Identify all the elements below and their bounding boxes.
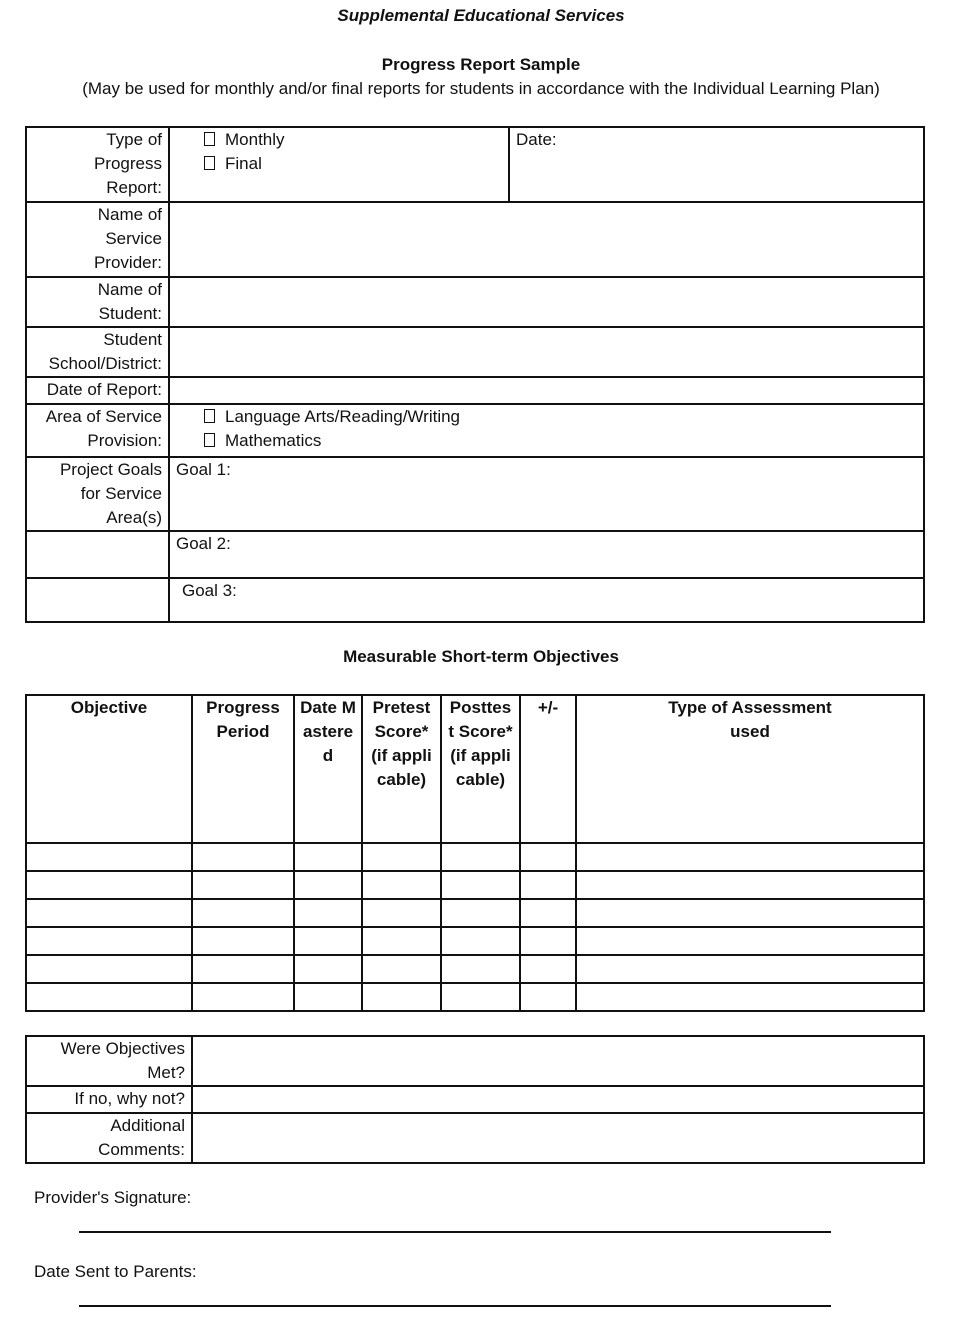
- student-field[interactable]: [169, 277, 924, 327]
- col-plus-minus: +/-: [520, 695, 576, 843]
- option-mathematics[interactable]: Mathematics: [176, 429, 923, 453]
- date-sent-line[interactable]: [79, 1305, 831, 1307]
- info-table: [25, 126, 925, 623]
- col-objective: Objective: [26, 695, 192, 843]
- table-row: [26, 899, 924, 927]
- table-row: [26, 927, 924, 955]
- goal2-field[interactable]: Goal 2:: [169, 531, 924, 578]
- comments-field[interactable]: [192, 1113, 924, 1163]
- type-options: [169, 127, 509, 202]
- table-row: [26, 871, 924, 899]
- option-monthly[interactable]: Monthly: [176, 128, 508, 152]
- goal3-field[interactable]: Goal 3:: [169, 578, 924, 622]
- page-subtitle: (May be used for monthly and/or final reports for students in accordance with the Individual Learning Plan): [82, 79, 880, 98]
- option-final[interactable]: Final: [176, 152, 508, 176]
- date-label: Date:: [516, 130, 557, 149]
- area-options: [169, 404, 924, 457]
- area-label: Area of Service Provision:: [26, 404, 169, 457]
- school-field[interactable]: [169, 327, 924, 377]
- option-language-arts[interactable]: Language Arts/Reading/Writing: [176, 405, 923, 429]
- date-cell[interactable]: [509, 127, 924, 202]
- objectives-header-row: [26, 695, 924, 843]
- met-label: Were Objectives Met?: [26, 1036, 192, 1086]
- school-label: Student School/District:: [26, 327, 169, 377]
- col-progress-period: Progress Period: [192, 695, 294, 843]
- provider-signature-label: Provider's Signature:: [34, 1188, 192, 1207]
- table-row: [26, 955, 924, 983]
- top-title: Supplemental Educational Services: [337, 6, 625, 25]
- objectives-title: Measurable Short-term Objectives: [343, 647, 619, 666]
- col-assessment: Type of Assessment used: [576, 695, 924, 843]
- page-title: Progress Report Sample: [381, 55, 581, 74]
- table-row: [26, 843, 924, 871]
- provider-label: Name of Service Provider:: [26, 202, 169, 277]
- comments-label: Additional Comments:: [26, 1113, 192, 1163]
- checkbox-icon[interactable]: [204, 409, 215, 423]
- checkbox-icon[interactable]: [204, 433, 215, 447]
- why-label: If no, why not?: [26, 1086, 192, 1113]
- goals-label: Project Goals for Service Area(s): [26, 457, 169, 531]
- why-field[interactable]: [192, 1086, 924, 1113]
- student-label: Name of Student:: [26, 277, 169, 327]
- table-row: [26, 983, 924, 1011]
- met-field[interactable]: [192, 1036, 924, 1086]
- checkbox-icon[interactable]: [204, 132, 215, 146]
- checkbox-icon[interactable]: [204, 156, 215, 170]
- provider-field[interactable]: [169, 202, 924, 277]
- summary-table: [25, 1035, 925, 1164]
- goal3-blank: [26, 578, 169, 622]
- report-date-label: Date of Report:: [26, 377, 169, 404]
- type-label: Type of Progress Report:: [26, 127, 169, 202]
- col-pretest: Pretest Score* (if applicable): [362, 695, 441, 843]
- objectives-table: [25, 694, 925, 1012]
- report-date-field[interactable]: [169, 377, 924, 404]
- col-posttest: Posttest Score* (if applicable): [441, 695, 520, 843]
- col-date-mastered: Date Mastered: [294, 695, 362, 843]
- provider-signature-line[interactable]: [79, 1231, 831, 1233]
- date-sent-label: Date Sent to Parents:: [34, 1262, 197, 1281]
- goal1-field[interactable]: Goal 1:: [169, 457, 924, 531]
- goal2-blank: [26, 531, 169, 578]
